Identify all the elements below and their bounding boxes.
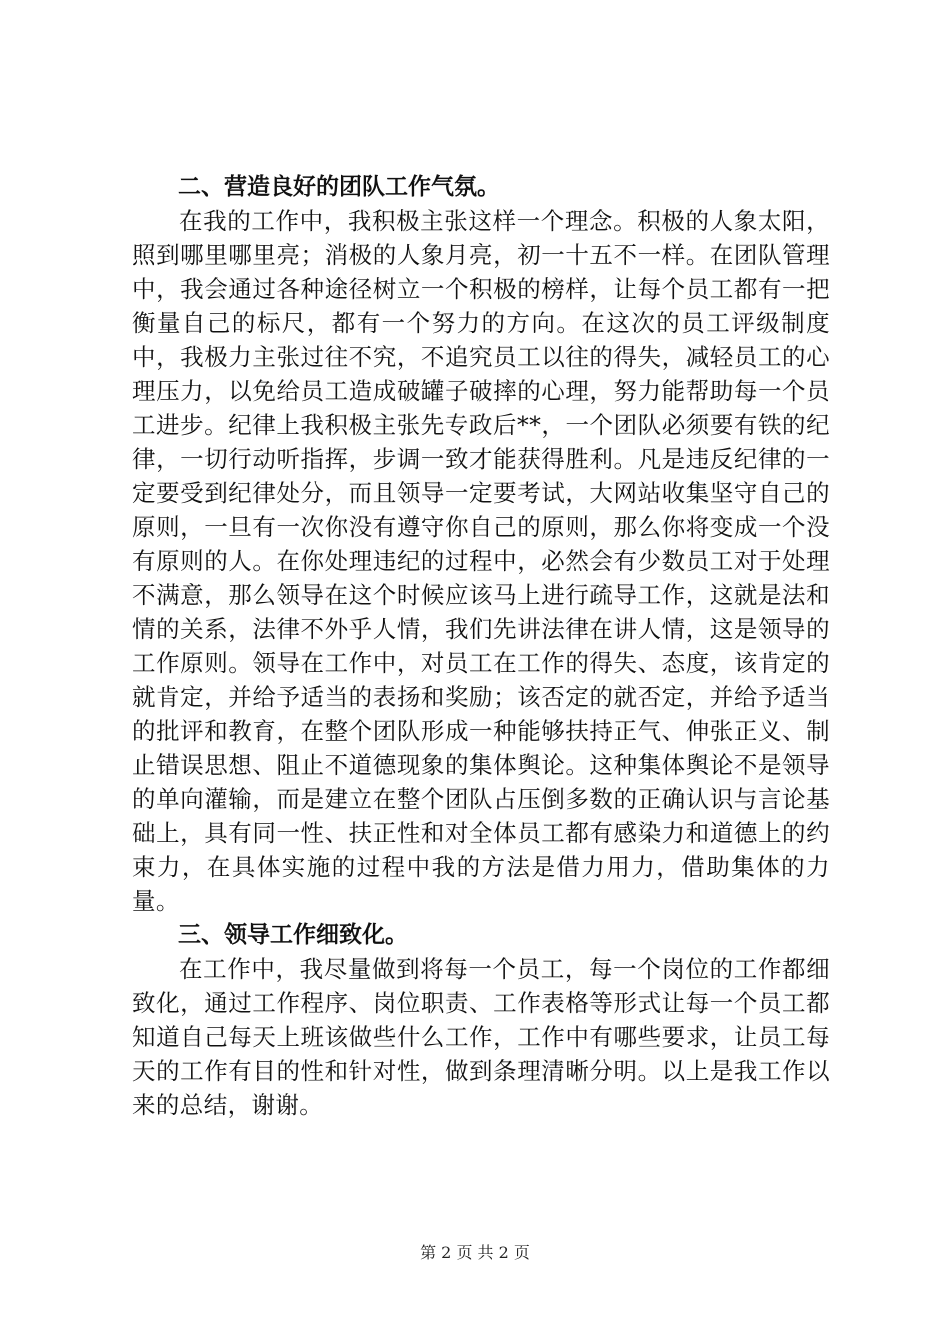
document-body <box>132 170 830 1122</box>
section-heading-team-atmosphere: 二、营造良好的团队工作气氛。 <box>178 174 500 200</box>
page-number-footer: 第 2 页 共 2 页 <box>420 1243 530 1262</box>
section-paragraph-detailed-leadership: 在工作中，我尽量做到将每一个员工，每一个岗位的工作都细致化，通过工作程序、岗位职责、工作表格等形式让每一个员工都知道自己每天上班该做些什么工作，工作中有哪些要求，让员工每天的工作有目的性和针对性，做到条理清晰分明。以上是我工作以来的总结，谢谢。 <box>132 955 830 1119</box>
section-heading-detailed-leadership: 三、领导工作细致化。 <box>178 922 408 948</box>
section-paragraph-team-atmosphere: 在我的工作中，我积极主张这样一个理念。积极的人象太阳，照到哪里哪里亮；消极的人象月亮，初一十五不一样。在团队管理中，我会通过各种途径树立一个积极的榜样，让每个员工都有一把衡量自己的标尺，都有一个努力的方向。在这次的员工评级制度中，我极力主张过往不究，不追究员工以往的得失，减轻员工的心理压力，以免给员工造成破罐子破摔的心理，努力能帮助每一个员工进步。纪律上我积极主张先专政后**，一个团队必须要有铁的纪律，一切行动听指挥，步调一致才能获得胜利。凡是违反纪律的一定要受到纪律处分，而且领导一定要考试，大网站收集坚守自己的原则，一旦有一次你没有遵守你自己的原则，那么你将变成一个没有原则的人。在你处理违纪的过程中，必然会有少数员工对于处理不满意，那么领导在这个时候应该马上进行疏导工作，这就是法和情的关系，法律不外乎人情，我们先讲法律在讲人情，这是领导的工作原则。领导在工作中，对员工在工作的得失、态度，该肯定的就肯定，并给予适当的表扬和奖励；该否定的就否定，并给予适当的批评和教育，在整个团队形成一种能够扶持正气、伸张正义、制止错误思想、阻止不道德现象的集体舆论。这种集体舆论不是领导的单向灌输，而是建立在整个团队占压倒多数的正确认识与言论基础上，具有同一性、扶正性和对全体员工都有感染力和道德上的约束力，在具体实施的过程中我的方法是借力用力，借助集体的力量。 <box>132 207 830 915</box>
